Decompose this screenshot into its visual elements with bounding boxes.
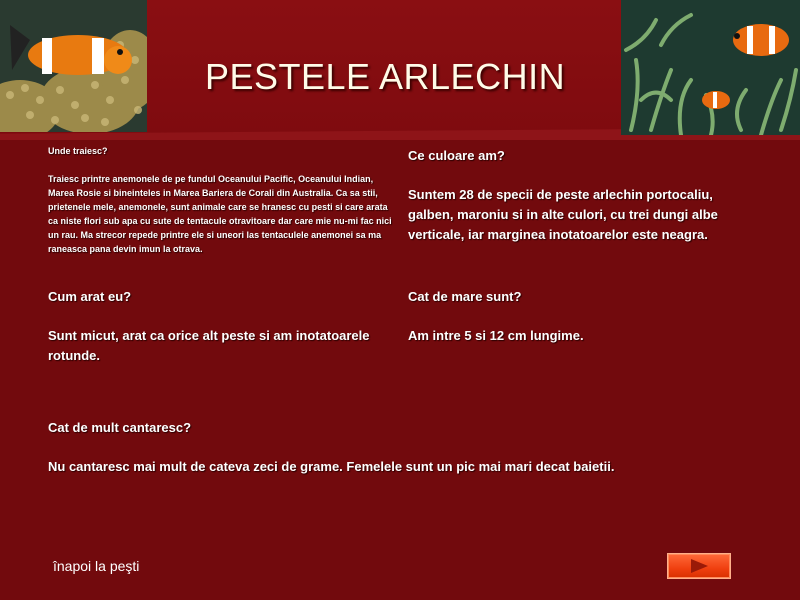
where-question: Unde traiesc? (48, 146, 108, 156)
next-button[interactable] (667, 553, 731, 579)
page-title: PESTELE ARLECHIN (204, 56, 566, 97)
clownfish-photo-left (0, 0, 147, 132)
look-answer: Sunt micut, arat ca orice alt peste si am inotatoarele rotunde. (48, 328, 370, 363)
where-answer: Traiesc printre anemonele de pe fundul Oceanului Pacific, Oceanului Indian, Marea Rosie si bineinteles in Marea Bariera de Corali din Australia. Ca sa stii, prietenele mele, anemonele, sunt animale care se hranesc cu pesti si care arata ca niste flori sub apa cu sute de tentacule otravitoare dar care mie nu-mi fac nici un rau. Ma strecor repede printre ele si uneori las tentaculele anemonei sa ma raneasca pana devin imun la otrava. (48, 174, 392, 254)
clownfish-photo-right (621, 0, 800, 135)
back-to-fish-link[interactable]: înapoi la peşti (53, 558, 140, 574)
size-question: Cat de mare sunt? (408, 289, 522, 304)
size-answer: Am intre 5 si 12 cm lungime. (408, 328, 584, 343)
color-answer: Suntem 28 de specii de peste arlechin portocaliu, galben, maroniu si in alte culori, cu trei dungi albe verticale, iar marginea inotatoarelor este neagra. (408, 187, 718, 242)
play-arrow-icon (691, 559, 708, 573)
color-question: Ce culoare am? (408, 148, 505, 163)
weight-answer: Nu cantaresc mai mult de cateva zeci de grame. Femelele sunt un pic mai mari decat baietii. (48, 459, 615, 474)
look-question: Cum arat eu? (48, 289, 132, 304)
weight-question: Cat de mult cantaresc? (48, 420, 192, 435)
